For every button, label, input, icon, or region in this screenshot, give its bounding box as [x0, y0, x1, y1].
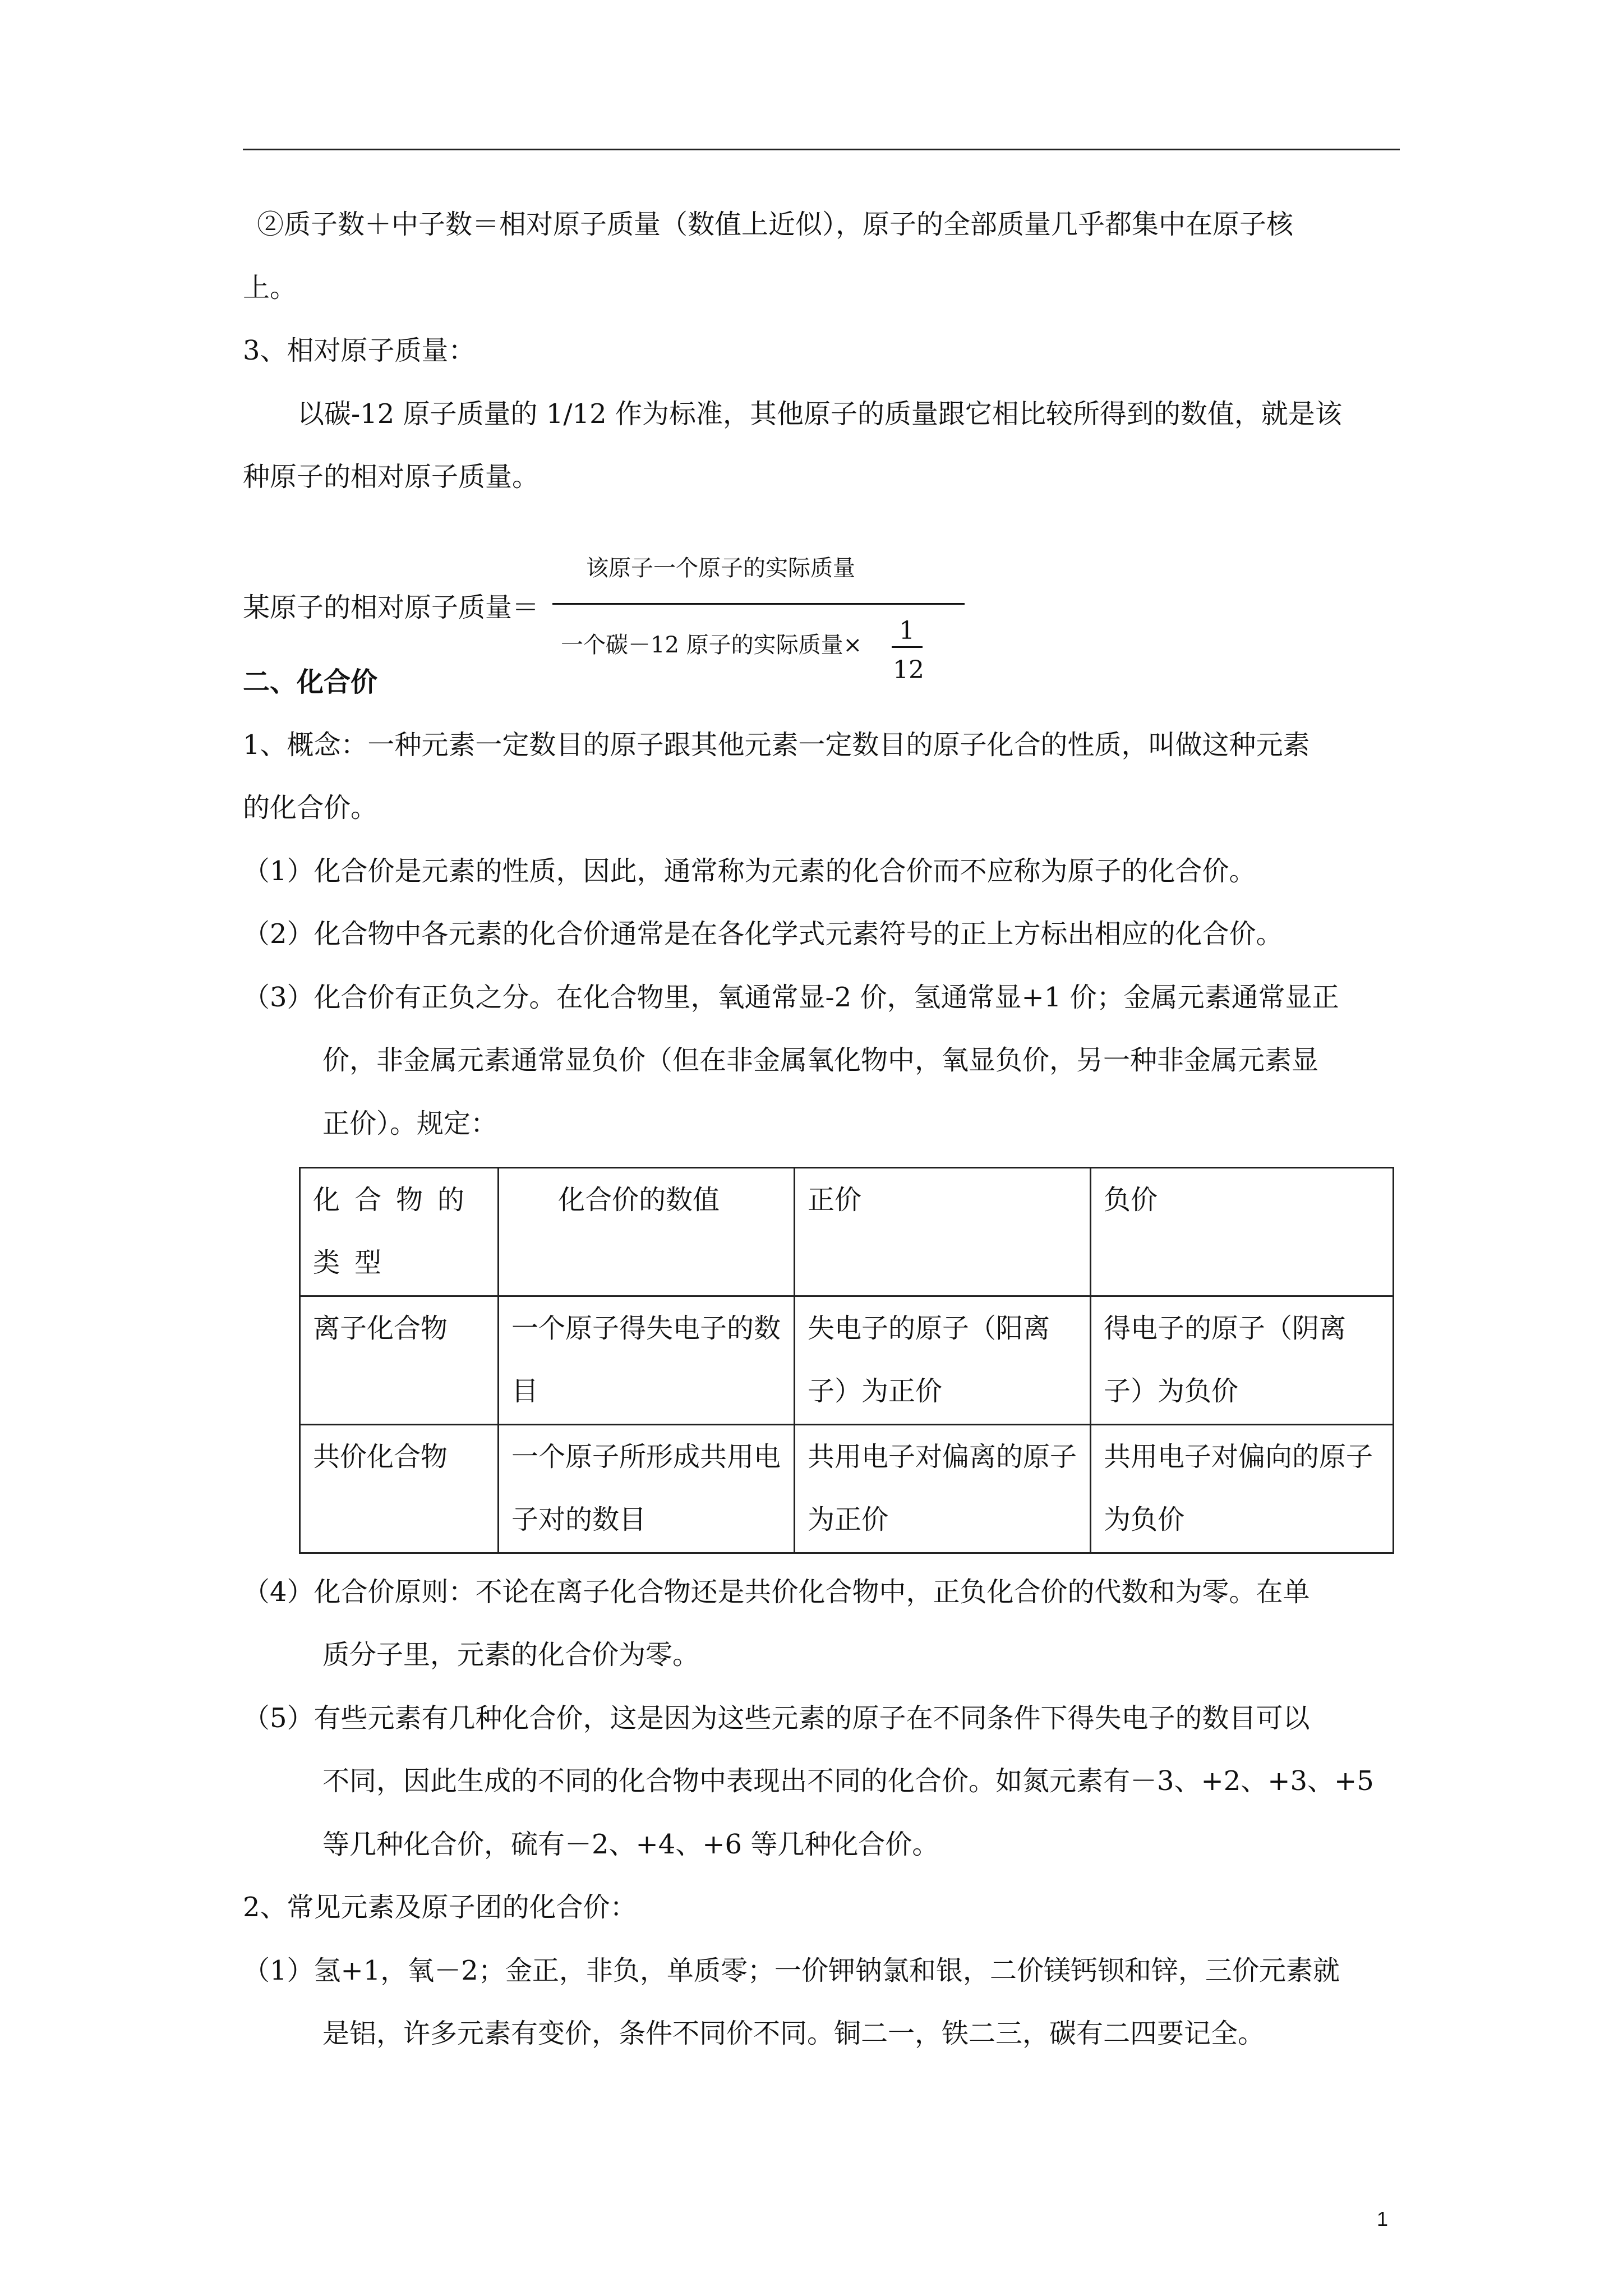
list-item-cont: 等几种化合价，硫有－2、+4、+6 等几种化合价。 [322, 1829, 939, 1860]
list-item-cont: 是铝，许多元素有变价，条件不同价不同。铜二一，铁二三，碳有二四要记全。 [322, 2018, 1265, 2049]
list-item: （3）化合价有正负之分。在化合物里，氧通常显-2 价，氢通常显+1 价；金属元素通常显正 [243, 982, 1339, 1013]
heading-common-valences: 2、常见元素及原子团的化合价： [243, 1892, 637, 1923]
table-header-cell: 正价 [795, 1168, 1091, 1296]
fraction-bar [552, 603, 965, 605]
table-cell: 一个原子得失电子的数目 [499, 1296, 795, 1425]
table-cell: 一个原子所形成共用电子对的数目 [499, 1425, 795, 1553]
list-item-cont: 正价）。规定： [322, 1108, 498, 1139]
small-fraction-bar [892, 646, 923, 648]
heading-relative-atomic-mass: 3、相对原子质量： [243, 335, 476, 366]
table-cell: 得电子的原子（阴离子）为负价 [1091, 1296, 1394, 1425]
list-item: （4）化合价原则：不论在离子化合物还是共价化合物中，正负化合价的代数和为零。在单 [243, 1576, 1310, 1608]
small-fraction-denominator: 12 [893, 656, 924, 684]
list-item: （2）化合物中各元素的化合价通常是在各化学式元素符号的正上方标出相应的化合价。 [243, 918, 1283, 950]
table-cell: 共价化合物 [300, 1425, 499, 1553]
formula-numerator: 该原子一个原子的实际质量 [586, 555, 855, 581]
table-header-cell: 负价 [1091, 1168, 1394, 1296]
text-line: 1、概念：一种元素一定数目的原子跟其他元素一定数目的原子化合的性质，叫做这种元素 [243, 729, 1310, 761]
table-row [300, 1425, 1394, 1553]
table-cell: 共用电子对偏向的原子为负价 [1091, 1425, 1394, 1553]
table-cell: 失电子的原子（阳离子）为正价 [795, 1296, 1091, 1425]
text-line: 以碳-12 原子质量的 1/12 作为标准，其他原子的质量跟它相比较所得到的数值，就是该 [297, 398, 1342, 430]
text-line: 的化合价。 [243, 792, 378, 823]
table-header-cell: 化合物的类型 [300, 1168, 499, 1296]
formula-denominator: 一个碳－12 原子的实际质量× [561, 632, 863, 658]
list-item: （5）有些元素有几种化合价，这是因为这些元素的原子在不同条件下得失电子的数目可以 [243, 1703, 1310, 1734]
valence-table [299, 1167, 1394, 1554]
text-line: ②质子数＋中子数＝相对原子质量（数值上近似），原子的全部质量几乎都集中在原子核 [257, 209, 1294, 240]
small-fraction-numerator: 1 [899, 616, 915, 645]
header-rule [243, 149, 1400, 150]
table-cell: 离子化合物 [300, 1296, 499, 1425]
text-line: 种原子的相对原子质量。 [243, 461, 540, 493]
table-cell: 共用电子对偏离的原子为正价 [795, 1425, 1091, 1553]
page-number: 1 [1377, 2207, 1389, 2230]
table-row [300, 1296, 1394, 1425]
table-header-row [300, 1168, 1394, 1296]
text-line: 上。 [243, 272, 297, 303]
list-item-cont: 价，非金属元素通常显负价（但在非金属氧化物中，氧显负价，另一种非金属元素显 [322, 1045, 1319, 1076]
list-item-cont: 质分子里，元素的化合价为零。 [322, 1639, 700, 1671]
list-item: （1）氢+1，氧－2；金正，非负，单质零；一价钾钠氯和银，二价镁钙钡和锌，三价元素就 [243, 1955, 1340, 1986]
formula-left: 某原子的相对原子质量＝ [243, 592, 540, 623]
table-header-cell: 化合价的数值 [499, 1168, 795, 1296]
section-heading-valence: 二、化合价 [243, 666, 378, 698]
list-item: （1）化合价是元素的性质，因此，通常称为元素的化合价而不应称为原子的化合价。 [243, 855, 1256, 887]
list-item-cont: 不同，因此生成的不同的化合物中表现出不同的化合价。如氮元素有－3、+2、+3、+5 [322, 1765, 1374, 1797]
